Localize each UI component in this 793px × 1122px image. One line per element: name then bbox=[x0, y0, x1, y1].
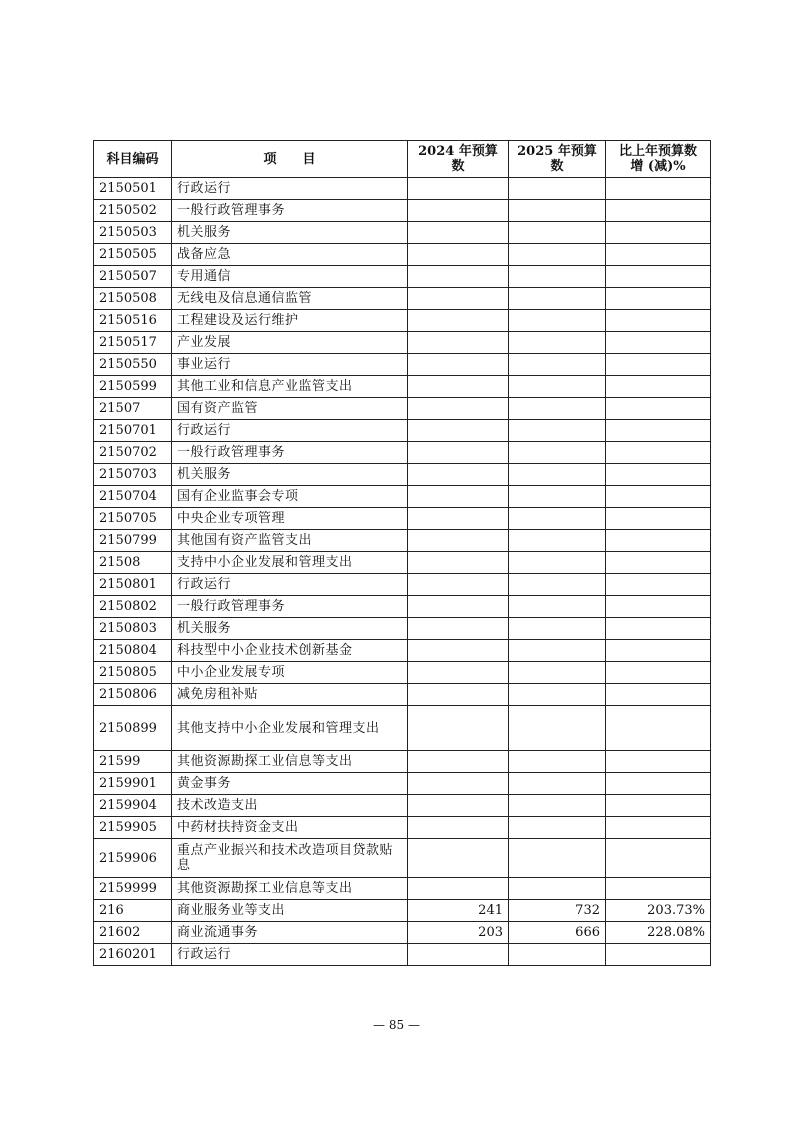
row-change bbox=[606, 288, 711, 310]
row-change bbox=[606, 773, 711, 795]
row-budget-2025 bbox=[509, 706, 606, 751]
table-row bbox=[94, 900, 711, 922]
row-code: 2150517 bbox=[94, 332, 172, 354]
row-budget-2025 bbox=[509, 530, 606, 552]
row-budget-2024 bbox=[408, 200, 509, 222]
row-name: 国有资产监管 bbox=[172, 398, 408, 420]
row-code: 21602 bbox=[94, 922, 172, 944]
row-name: 中央企业专项管理 bbox=[172, 508, 408, 530]
table-header-row bbox=[94, 141, 711, 178]
budget-table bbox=[93, 140, 711, 966]
table-row bbox=[94, 574, 711, 596]
row-name: 产业发展 bbox=[172, 332, 408, 354]
table-row bbox=[94, 773, 711, 795]
row-name: 机关服务 bbox=[172, 464, 408, 486]
table-row bbox=[94, 508, 711, 530]
header-change-line1: 比上年预算数 bbox=[618, 144, 697, 159]
table-row bbox=[94, 398, 711, 420]
row-name: 行政运行 bbox=[172, 420, 408, 442]
table-row bbox=[94, 817, 711, 839]
row-name: 中药材扶持资金支出 bbox=[172, 817, 408, 839]
row-change: 228.08% bbox=[606, 922, 711, 944]
row-name: 技术改造支出 bbox=[172, 795, 408, 817]
table-row bbox=[94, 795, 711, 817]
row-code: 216 bbox=[94, 900, 172, 922]
row-code: 2150804 bbox=[94, 640, 172, 662]
row-budget-2025 bbox=[509, 398, 606, 420]
row-change bbox=[606, 944, 711, 966]
row-name: 工程建设及运行维护 bbox=[172, 310, 408, 332]
row-code: 2150704 bbox=[94, 486, 172, 508]
page-number: — 85 — bbox=[373, 1018, 420, 1032]
row-budget-2025 bbox=[509, 178, 606, 200]
row-name: 科技型中小企业技术创新基金 bbox=[172, 640, 408, 662]
row-change bbox=[606, 684, 711, 706]
row-budget-2024 bbox=[408, 878, 509, 900]
row-code: 2159999 bbox=[94, 878, 172, 900]
row-name: 国有企业监事会专项 bbox=[172, 486, 408, 508]
row-code: 2150703 bbox=[94, 464, 172, 486]
row-budget-2025 bbox=[509, 596, 606, 618]
row-budget-2024 bbox=[408, 751, 509, 773]
row-budget-2025 bbox=[509, 817, 606, 839]
row-name: 其他资源勘探工业信息等支出 bbox=[172, 751, 408, 773]
row-budget-2025 bbox=[509, 839, 606, 878]
row-code: 2150550 bbox=[94, 354, 172, 376]
row-code: 2150502 bbox=[94, 200, 172, 222]
row-budget-2024 bbox=[408, 508, 509, 530]
row-budget-2025 bbox=[509, 244, 606, 266]
row-budget-2024 bbox=[408, 376, 509, 398]
row-budget-2024 bbox=[408, 310, 509, 332]
table-row bbox=[94, 354, 711, 376]
row-budget-2024 bbox=[408, 596, 509, 618]
row-code: 2150899 bbox=[94, 706, 172, 751]
row-change bbox=[606, 398, 711, 420]
row-budget-2024 bbox=[408, 222, 509, 244]
row-budget-2025 bbox=[509, 574, 606, 596]
row-budget-2024 bbox=[408, 486, 509, 508]
table-row bbox=[94, 706, 711, 751]
row-change bbox=[606, 200, 711, 222]
row-code: 21507 bbox=[94, 398, 172, 420]
table-row bbox=[94, 618, 711, 640]
row-budget-2025 bbox=[509, 640, 606, 662]
row-name: 一般行政管理事务 bbox=[172, 200, 408, 222]
table-row bbox=[94, 662, 711, 684]
row-budget-2025 bbox=[509, 552, 606, 574]
row-budget-2025 bbox=[509, 751, 606, 773]
row-change bbox=[606, 244, 711, 266]
row-code: 2150508 bbox=[94, 288, 172, 310]
row-change bbox=[606, 795, 711, 817]
table-row bbox=[94, 684, 711, 706]
table-row bbox=[94, 310, 711, 332]
row-change: 203.73% bbox=[606, 900, 711, 922]
row-budget-2025 bbox=[509, 376, 606, 398]
header-change-line2: 增 (减)% bbox=[630, 159, 686, 174]
row-code: 2159906 bbox=[94, 839, 172, 878]
row-name: 中小企业发展专项 bbox=[172, 662, 408, 684]
row-budget-2025 bbox=[509, 878, 606, 900]
row-budget-2024 bbox=[408, 266, 509, 288]
row-budget-2024 bbox=[408, 574, 509, 596]
table-row bbox=[94, 244, 711, 266]
row-budget-2025 bbox=[509, 332, 606, 354]
row-budget-2025 bbox=[509, 266, 606, 288]
row-name: 事业运行 bbox=[172, 354, 408, 376]
row-budget-2024 bbox=[408, 530, 509, 552]
row-code: 2150516 bbox=[94, 310, 172, 332]
row-name: 重点产业振兴和技术改造项目贷款贴息 bbox=[172, 839, 408, 878]
row-change bbox=[606, 486, 711, 508]
row-change bbox=[606, 640, 711, 662]
row-change bbox=[606, 420, 711, 442]
table-row bbox=[94, 530, 711, 552]
row-code: 2159904 bbox=[94, 795, 172, 817]
row-name: 其他国有资产监管支出 bbox=[172, 530, 408, 552]
row-budget-2025 bbox=[509, 464, 606, 486]
row-code: 21508 bbox=[94, 552, 172, 574]
row-code: 2150701 bbox=[94, 420, 172, 442]
header-change bbox=[606, 141, 711, 178]
row-budget-2024 bbox=[408, 618, 509, 640]
table-row bbox=[94, 486, 711, 508]
row-name: 支持中小企业发展和管理支出 bbox=[172, 552, 408, 574]
row-budget-2025 bbox=[509, 442, 606, 464]
row-change bbox=[606, 574, 711, 596]
row-budget-2025 bbox=[509, 200, 606, 222]
row-change bbox=[606, 817, 711, 839]
header-code: 科目编码 bbox=[94, 141, 172, 178]
row-budget-2025 bbox=[509, 508, 606, 530]
row-change bbox=[606, 530, 711, 552]
row-code: 2150805 bbox=[94, 662, 172, 684]
table-row bbox=[94, 944, 711, 966]
row-change bbox=[606, 266, 711, 288]
table-row bbox=[94, 200, 711, 222]
row-name: 一般行政管理事务 bbox=[172, 442, 408, 464]
row-budget-2025 bbox=[509, 354, 606, 376]
row-code: 2159905 bbox=[94, 817, 172, 839]
header-budget-2025: 2025 年预算数 bbox=[509, 141, 606, 178]
row-code: 2150806 bbox=[94, 684, 172, 706]
table-row bbox=[94, 288, 711, 310]
row-budget-2024 bbox=[408, 684, 509, 706]
row-name: 一般行政管理事务 bbox=[172, 596, 408, 618]
row-budget-2024 bbox=[408, 442, 509, 464]
row-budget-2025 bbox=[509, 684, 606, 706]
table-row bbox=[94, 922, 711, 944]
row-budget-2024 bbox=[408, 244, 509, 266]
row-budget-2024 bbox=[408, 398, 509, 420]
row-budget-2024: 203 bbox=[408, 922, 509, 944]
row-budget-2024 bbox=[408, 640, 509, 662]
row-name: 机关服务 bbox=[172, 222, 408, 244]
table-row bbox=[94, 376, 711, 398]
row-budget-2025 bbox=[509, 288, 606, 310]
row-budget-2025 bbox=[509, 618, 606, 640]
row-change bbox=[606, 618, 711, 640]
row-name: 减免房租补贴 bbox=[172, 684, 408, 706]
row-budget-2025 bbox=[509, 222, 606, 244]
row-change bbox=[606, 332, 711, 354]
table-row bbox=[94, 878, 711, 900]
row-budget-2025 bbox=[509, 795, 606, 817]
row-name: 商业流通事务 bbox=[172, 922, 408, 944]
row-budget-2024 bbox=[408, 706, 509, 751]
row-code: 21599 bbox=[94, 751, 172, 773]
row-code: 2150599 bbox=[94, 376, 172, 398]
row-budget-2024 bbox=[408, 288, 509, 310]
row-change bbox=[606, 354, 711, 376]
row-code: 2160201 bbox=[94, 944, 172, 966]
row-name: 其他资源勘探工业信息等支出 bbox=[172, 878, 408, 900]
row-change bbox=[606, 508, 711, 530]
row-change bbox=[606, 596, 711, 618]
row-budget-2024 bbox=[408, 817, 509, 839]
table-row bbox=[94, 552, 711, 574]
row-budget-2024 bbox=[408, 464, 509, 486]
row-change bbox=[606, 464, 711, 486]
row-code: 2150702 bbox=[94, 442, 172, 464]
row-name: 其他支持中小企业发展和管理支出 bbox=[172, 706, 408, 751]
row-budget-2024 bbox=[408, 795, 509, 817]
row-budget-2024 bbox=[408, 354, 509, 376]
row-change bbox=[606, 706, 711, 751]
row-change bbox=[606, 878, 711, 900]
row-budget-2025 bbox=[509, 486, 606, 508]
row-code: 2150503 bbox=[94, 222, 172, 244]
row-budget-2025: 666 bbox=[509, 922, 606, 944]
row-budget-2024 bbox=[408, 552, 509, 574]
row-budget-2025 bbox=[509, 944, 606, 966]
row-name: 其他工业和信息产业监管支出 bbox=[172, 376, 408, 398]
row-budget-2024 bbox=[408, 662, 509, 684]
table-row bbox=[94, 420, 711, 442]
table-row bbox=[94, 640, 711, 662]
row-name: 行政运行 bbox=[172, 178, 408, 200]
table-row bbox=[94, 266, 711, 288]
row-change bbox=[606, 310, 711, 332]
table-row bbox=[94, 751, 711, 773]
row-code: 2150802 bbox=[94, 596, 172, 618]
table-row bbox=[94, 442, 711, 464]
row-name: 商业服务业等支出 bbox=[172, 900, 408, 922]
row-code: 2150501 bbox=[94, 178, 172, 200]
row-budget-2025 bbox=[509, 310, 606, 332]
row-budget-2024 bbox=[408, 773, 509, 795]
row-name: 无线电及信息通信监管 bbox=[172, 288, 408, 310]
row-code: 2150803 bbox=[94, 618, 172, 640]
row-change bbox=[606, 662, 711, 684]
row-change bbox=[606, 178, 711, 200]
row-budget-2025: 732 bbox=[509, 900, 606, 922]
row-name: 黄金事务 bbox=[172, 773, 408, 795]
table-row bbox=[94, 332, 711, 354]
table-row bbox=[94, 178, 711, 200]
row-code: 2150799 bbox=[94, 530, 172, 552]
row-change bbox=[606, 751, 711, 773]
row-budget-2024: 241 bbox=[408, 900, 509, 922]
row-budget-2024 bbox=[408, 839, 509, 878]
row-code: 2159901 bbox=[94, 773, 172, 795]
table-row bbox=[94, 222, 711, 244]
header-budget-2024: 2024 年预算数 bbox=[408, 141, 509, 178]
row-code: 2150801 bbox=[94, 574, 172, 596]
header-item: 项 目 bbox=[172, 141, 408, 178]
row-budget-2025 bbox=[509, 773, 606, 795]
row-budget-2024 bbox=[408, 332, 509, 354]
row-name: 专用通信 bbox=[172, 266, 408, 288]
row-code: 2150705 bbox=[94, 508, 172, 530]
table-row bbox=[94, 839, 711, 878]
row-change bbox=[606, 222, 711, 244]
row-name: 行政运行 bbox=[172, 944, 408, 966]
table-body bbox=[94, 178, 711, 966]
table-row bbox=[94, 596, 711, 618]
row-name: 机关服务 bbox=[172, 618, 408, 640]
row-name: 行政运行 bbox=[172, 574, 408, 596]
row-budget-2025 bbox=[509, 662, 606, 684]
row-change bbox=[606, 376, 711, 398]
row-budget-2025 bbox=[509, 420, 606, 442]
row-code: 2150505 bbox=[94, 244, 172, 266]
row-change bbox=[606, 552, 711, 574]
row-change bbox=[606, 442, 711, 464]
row-code: 2150507 bbox=[94, 266, 172, 288]
row-budget-2024 bbox=[408, 944, 509, 966]
table-row bbox=[94, 464, 711, 486]
row-budget-2024 bbox=[408, 178, 509, 200]
row-budget-2024 bbox=[408, 420, 509, 442]
row-change bbox=[606, 839, 711, 878]
row-name: 战备应急 bbox=[172, 244, 408, 266]
